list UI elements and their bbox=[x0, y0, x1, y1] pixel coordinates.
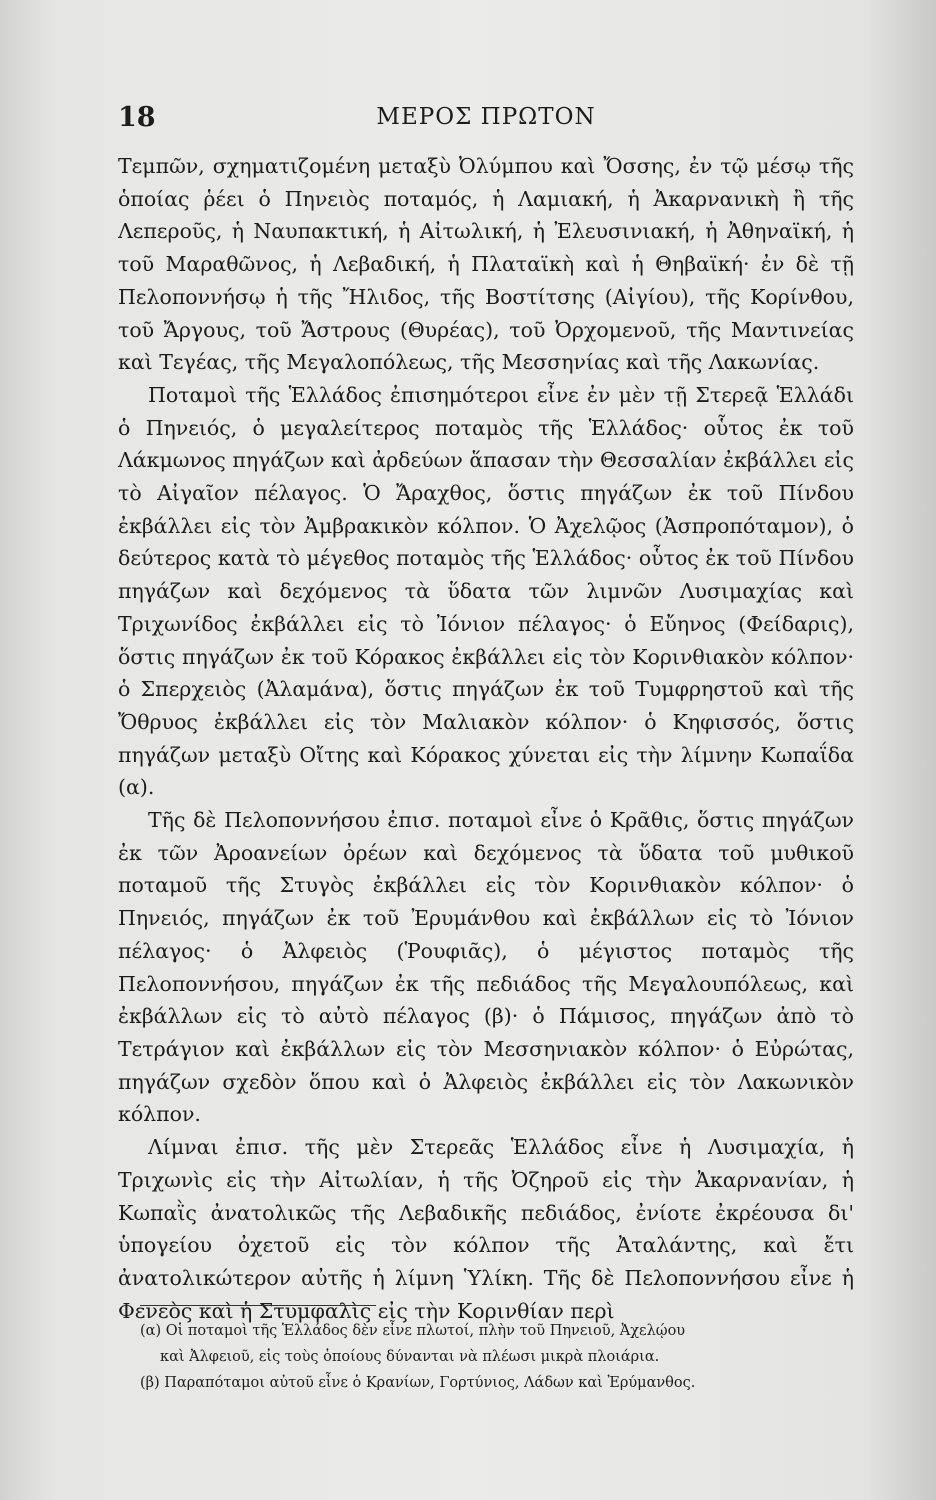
footnote-a: (α) Οἱ ποταμοὶ τῆς Ἑλλάδος δὲν εἶνε πλωτοί, πλὴν τοῦ Πηνειοῦ, Ἀχελῴου bbox=[140, 1323, 686, 1339]
footnote-rule bbox=[140, 1305, 376, 1306]
paragraph-rivers-peloponnese: Τῆς δὲ Πελοποννήσου ἐπισ. ποταμοὶ εἶνε ὁ Κρᾶθις, ὅστις πηγάζων ἐκ τῶν Ἀροανείων ὀρέων καὶ δεχόμενος τὰ ὕδατα τοῦ μυθικοῦ ποταμοῦ τῆς Στυγὸς ἐκβάλλει εἰς τὸν Κορινθιακὸν κόλπον· ὁ Πηνειός, πηγάζων ἐκ τοῦ Ἐρυμάνθου καὶ ἐκβάλλων εἰς τὸ Ἰόνιον πέλαγος· ὁ Ἀλφειὸς (Ῥουφιᾶς), ὁ μέγιστος ποταμὸς τῆς Πελοποννήσου, πηγάζων ἐκ τῆς πεδιάδος τῆς Μεγαλουπόλεως, καὶ ἐκβάλλων εἰς τὸ αὐτὸ πέλαγος (β)· ὁ Πάμισος, πηγάζων ἀπὸ τὸ Τετράγιον καὶ ἐκβάλλων εἰς τὸν Μεσσηνιακὸν κόλπον· ὁ Εὐρώτας, πηγάζων σχεδὸν ὅπου καὶ ὁ Ἀλφειὸς ἐκβάλλει εἰς τὸν Λακωνικὸν κόλπον. bbox=[118, 808, 854, 1127]
page-number: 18 bbox=[118, 102, 156, 133]
page-header bbox=[118, 102, 854, 146]
paragraph-gulfs: Τεμπῶν, σχηματιζομένη μεταξὺ Ὀλύμπου καὶ Ὄσσης, ἐν τῷ μέσῳ τῆς ὁποίας ῥέει ὁ Πηνειὸς ποταμός, ἡ Λαμιακή, ἡ Ἀκαρνανικὴ ἢ τῆς Λεπεροῦς, ἡ Ναυπακτική, ἡ Αἰτωλική, ἡ Ἐλευσινιακή, ἡ Ἀθηναϊκή, ἡ τοῦ Μαραθῶνος, ἡ Λεβαδική, ἡ Πλαταϊκὴ καὶ ἡ Θηβαϊκή· ἐν δὲ τῇ Πελοποννήσῳ ἡ τῆς Ἤλιδος, τῆς Βοστίτσης (Αἰγίου), τῆς Κορίνθου, τοῦ Ἄργους, τοῦ Ἄστρους (Θυρέας), τοῦ Ὀρχομενοῦ, τῆς Μαντινείας καὶ Τεγέας, τῆς Μεγαλοπόλεως, τῆς Μεσσηνίας καὶ τῆς Λακωνίας. bbox=[118, 154, 854, 375]
footnote-b: (β) Παραπόταμοι αὐτοῦ εἶνε ὁ Κρανίων, Γορτύνιος, Λάδων καὶ Ἐρύμανθος. bbox=[140, 1375, 696, 1391]
body-text bbox=[118, 150, 854, 1327]
paragraph-rivers-sterea: Ποταμοὶ τῆς Ἑλλάδος ἐπισημότεροι εἶνε ἐν μὲν τῇ Στερεᾷ Ἑλλάδι ὁ Πηνειός, ὁ μεγαλείτερος ποταμὸς τῆς Ἑλλάδος· οὗτος ἐκ τοῦ Λάκμωνος πηγάζων καὶ ἀρδεύων ἅπασαν τὴν Θεσσαλίαν ἐκβάλλει εἰς τὸ Αἰγαῖον πέλαγος. Ὁ Ἄραχθος, ὅστις πηγάζων ἐκ τοῦ Πίνδου ἐκβάλλει εἰς τὸν Ἀμβρακικὸν κόλπον. Ὁ Ἀχελῷος (Ἀσπροπόταμον), ὁ δεύτερος κατὰ τὸ μέγεθος ποταμὸς τῆς Ἑλλάδος· οὗτος ἐκ τοῦ Πίνδου πηγάζων καὶ δεχόμενος τὰ ὕδατα τῶν λιμνῶν Λυσιμαχίας καὶ Τριχωνίδος ἐκβάλλει εἰς τὸ Ἰόνιον πέλαγος· ὁ Εὔηνος (Φείδαρις), ὅστις πηγάζων ἐκ τοῦ Κόρακος ἐκβάλλει εἰς τὸν Κορινθιακὸν κόλπον· ὁ Σπερχειὸς (Ἀλαμάνα), ὅστις πηγάζων ἐκ τοῦ Τυμφρηστοῦ καὶ τῆς Ὄθρυος ἐκβάλλει εἰς τὸν Μαλιακὸν κόλπον· ὁ Κηφισσός, ὅστις πηγάζων μεταξὺ Οἴτης καὶ Κόρακος χύνεται εἰς τὴν λίμνην Κωπαΐδα (α). bbox=[118, 382, 854, 800]
footnote-a-continued: καὶ Ἀλφειοῦ, εἰς τοὺς ὁποίους δύνανται νὰ πλέωσι μικρὰ πλοιάρια. bbox=[160, 1349, 660, 1365]
running-head: ΜΕΡΟΣ ΠΡΩΤΟΝ bbox=[376, 104, 596, 130]
footnotes bbox=[140, 1318, 852, 1396]
paragraph-lakes: Λίμναι ἐπισ. τῆς μὲν Στερεᾶς Ἑλλάδος εἶνε ἡ Λυσιμαχία, ἡ Τριχωνὶς εἰς τὴν Αἰτωλίαν, ἡ τῆς Ὀζηροῦ εἰς τὴν Ἀκαρνανίαν, ἡ Κωπαῒς ἀνατολικῶς τῆς Λεβαδικῆς πεδιάδος, ἐνίοτε ἐκρέουσα δι' ὑπογείου ὀχετοῦ εἰς τὸν κόλπον τῆς Ἀταλάντης, καὶ ἔτι ἀνατολικώτερον αὐτῆς ἡ λίμνη Ὑλίκη. Τῆς δὲ Πελοποννήσου εἶνε ἡ Φενεὸς καὶ ἡ Στυμφαλὶς εἰς τὴν Κορινθίαν περὶ bbox=[118, 1135, 854, 1323]
